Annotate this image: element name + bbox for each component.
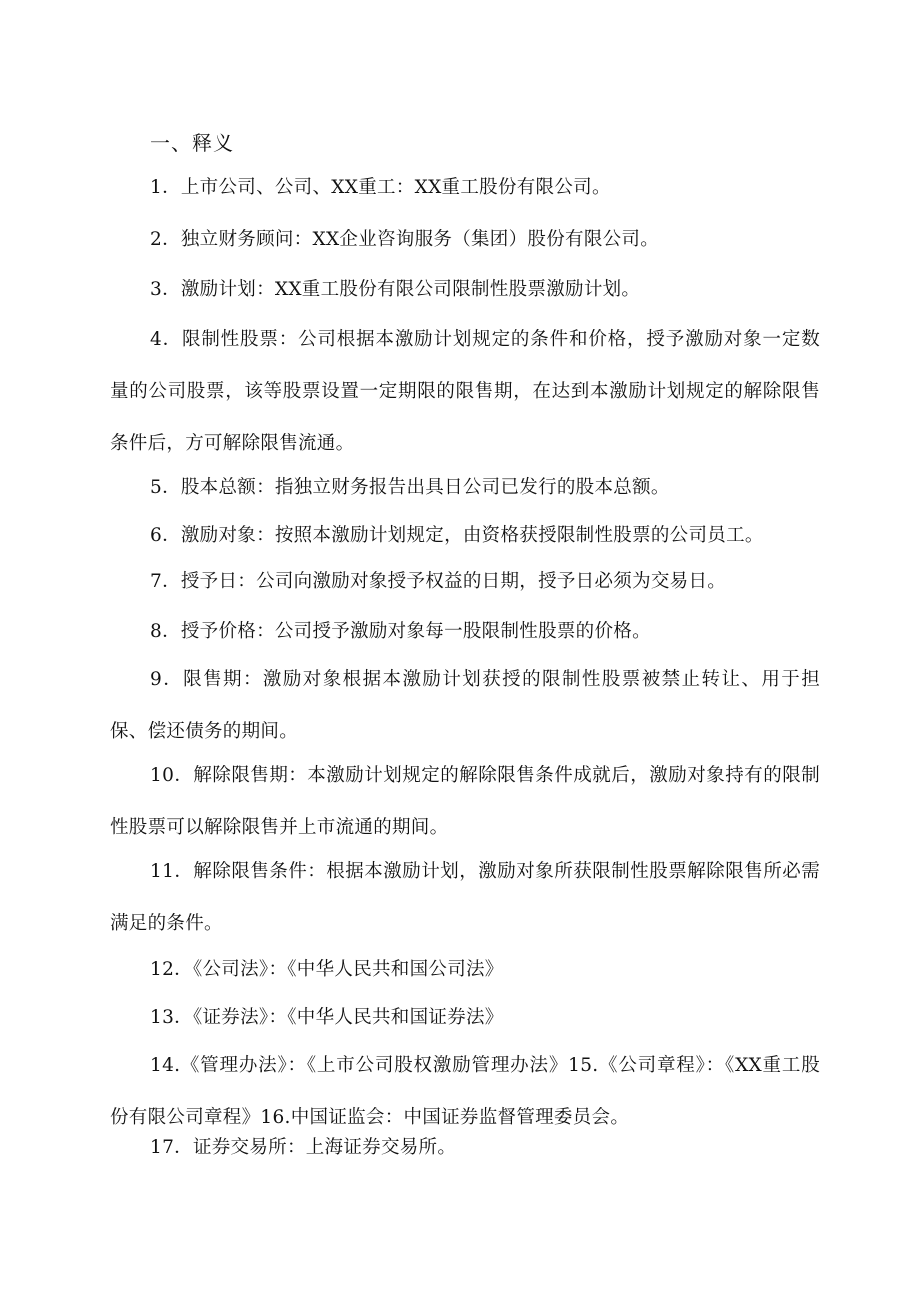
definition-item-2: 2．独立财务顾问：XX企业咨询服务（集团）股份有限公司。 [150,229,660,250]
definition-item-7: 7．授予日：公司向激励对象授予权益的日期，授予日必须为交易日。 [150,571,727,592]
section-title: 一、释义 [150,131,234,155]
definition-item-9: 9．限售期：激励对象根据本激励计划获授的限制性股票被禁止转让、用于担保、偿还债务的期间。 [110,669,820,742]
definition-item-13: 13．《证券法》：《中华人民共和国证券法》 [150,1007,504,1028]
definition-item-8: 8．授予价格：公司授予激励对象每一股限制性股票的价格。 [150,621,651,642]
definition-item-17: 17．证券交易所：上海证券交易所。 [150,1137,457,1158]
definition-item-1: 1．上市公司、公司、XX重工：XX重工股份有限公司。 [150,177,611,198]
definition-item-10: 10．解除限售期：本激励计划规定的解除限售条件成就后，激励对象持有的限制性股票可以解除限售并上市流通的期间。 [110,765,820,838]
definition-item-12: 12．《公司法》：《中华人民共和国公司法》 [150,959,504,980]
definition-item-5: 5．股本总额：指独立财务报告出具日公司已发行的股本总额。 [150,477,670,498]
definition-item-6: 6．激励对象：按照本激励计划规定，由资格获授限制性股票的公司员工。 [150,525,764,546]
definition-item-14-16: 14.《管理办法》：《上市公司股权激励管理办法》15.《公司章程》：《XX重工股份有限公司章程》16.中国证监会：中国证券监督管理委员会。 [110,1055,820,1128]
definition-item-3: 3．激励计划：XX重工股份有限公司限制性股票激励计划。 [150,279,641,300]
definition-item-11: 11．解除限售条件：根据本激励计划，激励对象所获限制性股票解除限售所必需满足的条件。 [110,861,820,934]
definition-item-4: 4．限制性股票：公司根据本激励计划规定的条件和价格，授予激励对象一定数量的公司股票，该等股票设置一定期限的限售期，在达到本激励计划规定的解除限售条件后，方可解除限售流通。 [110,329,820,454]
